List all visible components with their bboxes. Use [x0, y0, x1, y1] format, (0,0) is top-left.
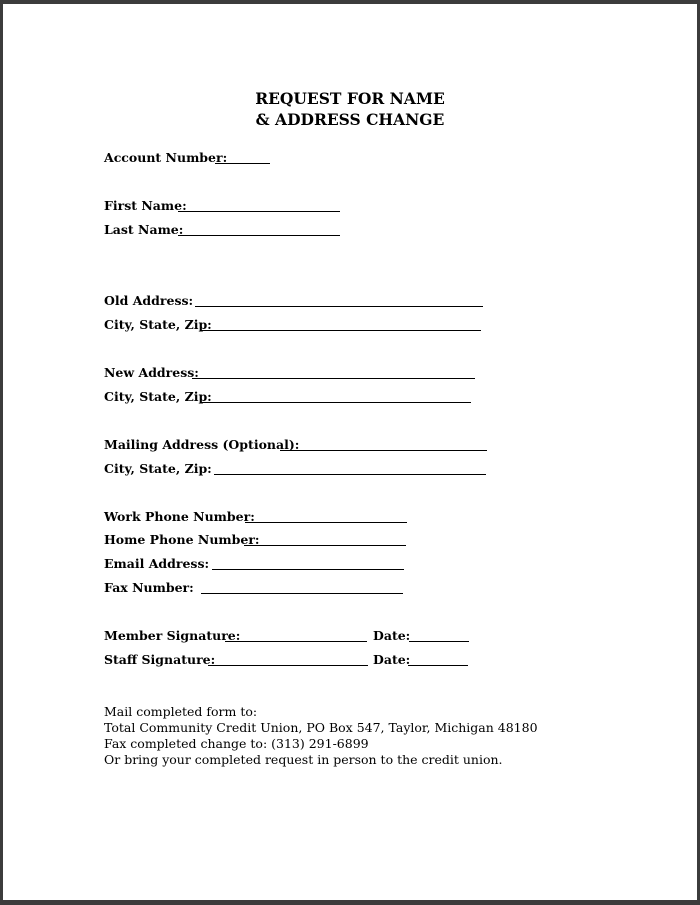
- mailing-address-label: Mailing Address (Optional):: [104, 437, 300, 452]
- mailing-city-state-zip-field[interactable]: [214, 474, 486, 475]
- form-title-line-1: REQUEST FOR NAME: [255, 89, 445, 108]
- member-date-field[interactable]: [409, 641, 469, 642]
- work-phone-label: Work Phone Number:: [104, 509, 255, 524]
- old-city-state-zip-field[interactable]: [201, 330, 481, 331]
- mailing-address-field[interactable]: [280, 450, 487, 451]
- work-phone-field[interactable]: [245, 522, 407, 523]
- member-signature-label: Member Signature:: [104, 628, 241, 643]
- account-number-field[interactable]: [215, 163, 270, 164]
- fax-label: Fax Number:: [104, 580, 194, 595]
- fax-instructions: Fax completed change to: (313) 291-6899: [104, 736, 369, 751]
- form-title: [3, 88, 697, 130]
- home-phone-field[interactable]: [244, 545, 406, 546]
- new-city-state-zip-field[interactable]: [201, 402, 471, 403]
- staff-date-label: Date:: [373, 652, 411, 667]
- form-page: [3, 4, 697, 900]
- new-address-label: New Address:: [104, 365, 199, 380]
- mailing-city-state-zip-label: City, State, Zip:: [104, 461, 212, 476]
- staff-signature-field[interactable]: [208, 665, 368, 666]
- fax-field[interactable]: [201, 593, 403, 594]
- member-signature-field[interactable]: [225, 641, 367, 642]
- staff-date-field[interactable]: [408, 665, 468, 666]
- old-address-field[interactable]: [195, 306, 483, 307]
- email-field[interactable]: [212, 569, 404, 570]
- member-date-label: Date:: [373, 628, 411, 643]
- in-person-instructions: Or bring your completed request in person to the credit union.: [104, 752, 503, 767]
- staff-signature-label: Staff Signature:: [104, 652, 216, 667]
- mailing-address-info: Total Community Credit Union, PO Box 547, Taylor, Michigan 48180: [104, 720, 538, 735]
- last-name-field[interactable]: [178, 235, 340, 236]
- account-number-label: Account Number:: [104, 150, 228, 165]
- form-title-line-2: & ADDRESS CHANGE: [255, 110, 445, 129]
- mail-instructions: Mail completed form to:: [104, 704, 258, 719]
- new-address-field[interactable]: [192, 378, 475, 379]
- new-city-state-zip-label: City, State, Zip:: [104, 389, 212, 404]
- old-city-state-zip-label: City, State, Zip:: [104, 317, 212, 332]
- first-name-label: First Name:: [104, 198, 187, 213]
- home-phone-label: Home Phone Number:: [104, 532, 260, 547]
- old-address-label: Old Address:: [104, 293, 194, 308]
- last-name-label: Last Name:: [104, 222, 184, 237]
- first-name-field[interactable]: [178, 211, 340, 212]
- email-label: Email Address:: [104, 556, 210, 571]
